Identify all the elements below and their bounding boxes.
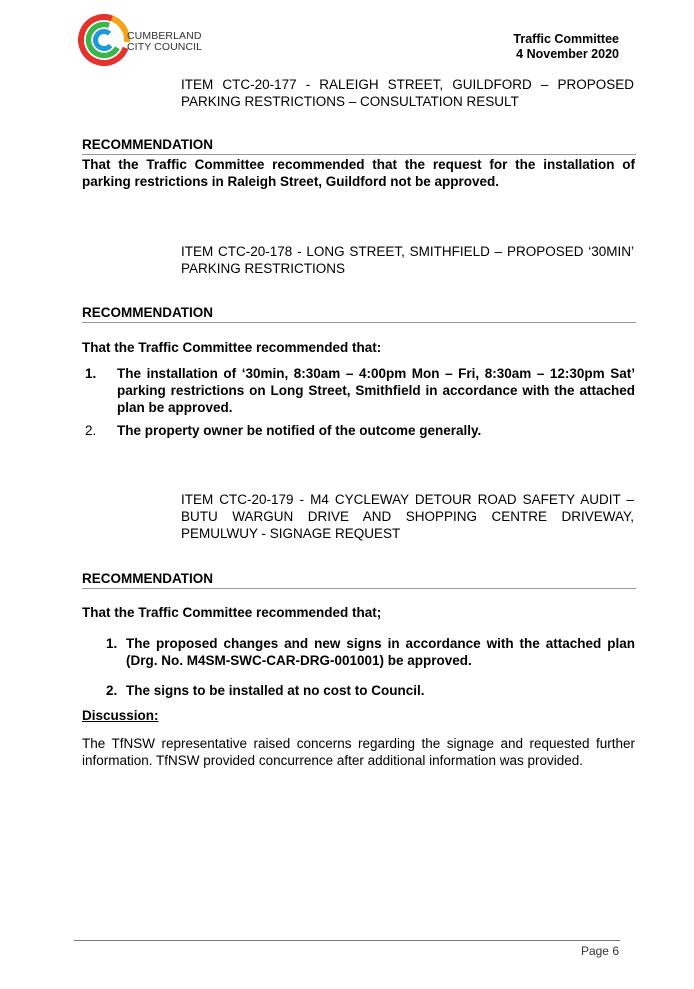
meeting-date: 4 November 2020 [516,47,619,61]
document-header [513,32,619,62]
item-178-intro: That the Traffic Committee recommended that: [82,340,382,355]
item-179-list-num-1: 1. [106,636,118,651]
item-179-list-item-2: The signs to be installed at no cost to Council. [126,683,425,698]
item-179-heading: ITEM CTC-20-179 - M4 CYCLEWAY DETOUR ROAD SAFETY AUDIT – BUTU WARGUN DRIVE AND SHOPPING CENTRE DRIVEWAY, PEMULWUY - SIGNAGE REQUEST [181,492,634,541]
page-number: Page 6 [580,944,619,958]
item-178-list-item-2: The property owner be notified of the outcome generally. [117,423,482,438]
item-179-intro: That the Traffic Committee recommended that; [82,605,382,620]
council-logo-icon [78,14,130,66]
item-177-recommendation-text: That the Traffic Committee recommended that the request for the installation of parking restrictions in Raleigh Street, Guildford not be approved. [82,157,635,189]
footer-divider [74,940,620,941]
item-179-recommendation-label: RECOMMENDATION [82,571,636,589]
council-name [127,31,202,53]
item-179-list-item-1: The proposed changes and new signs in accordance with the attached plan (Drg. No. M4SM-SWC-CAR-DRG-001001) be approved. [126,636,635,668]
discussion-text: The TfNSW representative raised concerns regarding the signage and requested further information. TfNSW provided concurrence after additional information was provided. [82,736,635,768]
item-177-recommendation-label: RECOMMENDATION [82,137,636,155]
council-line-1: CUMBERLAND [127,30,202,42]
committee-title: Traffic Committee [513,32,619,46]
item-178-heading: ITEM CTC-20-178 - LONG STREET, SMITHFIELD – PROPOSED ‘30MIN’ PARKING RESTRICTIONS [181,244,634,276]
item-178-list-item-1: The installation of ‘30min, 8:30am – 4:00pm Mon – Fri, 8:30am – 12:30pm Sat’ parking restrictions on Long Street, Smithfield in accordance with the attached plan be approved. [117,366,635,415]
item-179-list-num-2: 2. [106,683,118,698]
item-178-list-num-2: 2. [85,423,97,438]
discussion-label: Discussion: [82,708,159,723]
item-178-recommendation-label: RECOMMENDATION [82,305,636,323]
item-177-heading: ITEM CTC-20-177 - RALEIGH STREET, GUILDFORD – PROPOSED PARKING RESTRICTIONS – CONSULTATION RESULT [181,77,634,109]
item-178-list-num-1: 1. [85,366,97,381]
council-line-2: CITY COUNCIL [127,41,203,53]
